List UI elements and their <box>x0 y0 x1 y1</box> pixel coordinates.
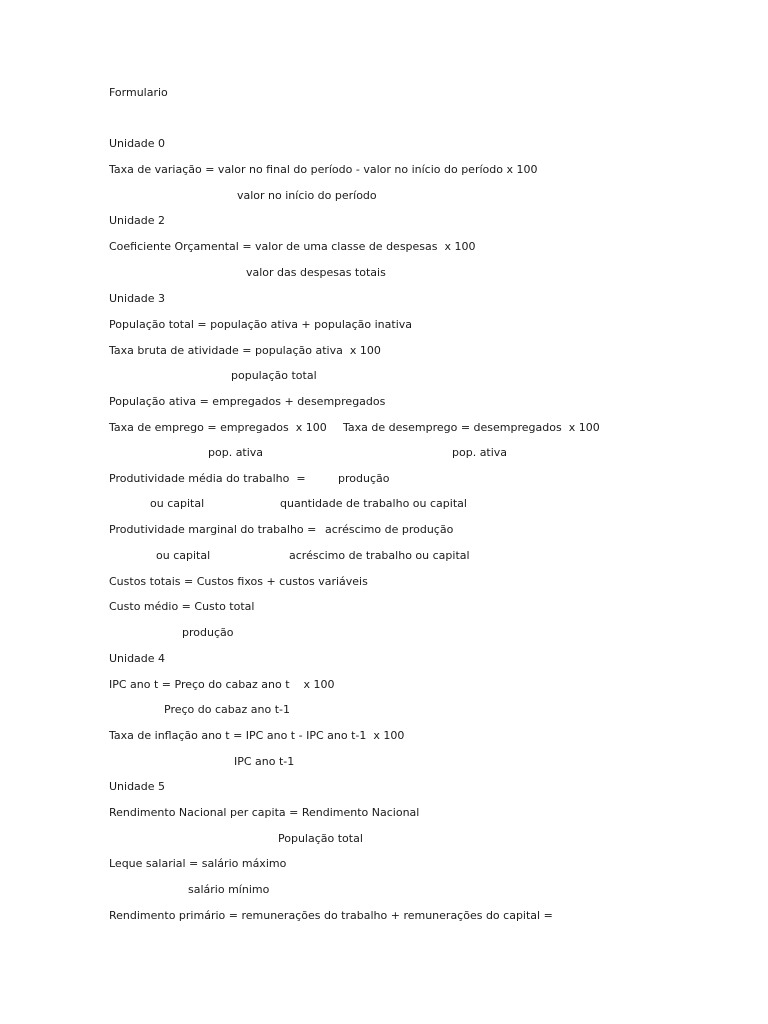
formula-rendimento-per-capita: Rendimento Nacional per capita = Rendimento Nacional <box>109 806 420 819</box>
formula-produtividade-media-label: Produtividade média do trabalho = <box>109 472 306 485</box>
formula-coeficiente-denominator: valor das despesas totais <box>246 266 386 279</box>
formula-custo-medio: Custo médio = Custo total <box>109 600 255 613</box>
formula-produtividade-media-denominator: quantidade de trabalho ou capital <box>280 497 467 510</box>
document-title: Formulario <box>109 86 168 99</box>
formula-taxa-bruta-atividade: Taxa bruta de atividade = população ativa x 100 <box>109 344 381 357</box>
formula-ipc: IPC ano t = Preço do cabaz ano t x 100 <box>109 678 335 691</box>
formula-leque-salarial: Leque salarial = salário máximo <box>109 857 287 870</box>
formula-populacao-total: População total = população ativa + população inativa <box>109 318 413 331</box>
formula-taxa-inflacao: Taxa de inflação ano t = IPC ano t - IPC ano t-1 x 100 <box>109 729 405 742</box>
formula-taxa-emprego: Taxa de emprego = empregados x 100 <box>109 421 327 434</box>
formula-taxa-variacao: Taxa de variação = valor no final do período - valor no início do período x 100 <box>109 163 538 176</box>
formula-produtividade-marginal-label: Produtividade marginal do trabalho = <box>109 523 317 536</box>
formula-rendimento-primario: Rendimento primário = remunerações do trabalho + remunerações do capital = <box>109 909 553 922</box>
formula-taxa-bruta-denominator: população total <box>231 369 317 382</box>
formula-taxa-variacao-denominator: valor no início do período <box>237 189 377 202</box>
formula-produtividade-marginal-or: ou capital <box>156 549 211 562</box>
heading-unidade-4: Unidade 4 <box>109 652 166 665</box>
formula-produtividade-media-or: ou capital <box>150 497 205 510</box>
formula-produtividade-media-numerator: produção <box>338 472 390 485</box>
formula-custos-totais: Custos totais = Custos fixos + custos variáveis <box>109 575 368 588</box>
formula-leque-salarial-denominator: salário mínimo <box>188 883 270 896</box>
formula-taxa-desemprego-denominator: pop. ativa <box>452 446 508 459</box>
formula-coeficiente-orcamental: Coeficiente Orçamental = valor de uma classe de despesas x 100 <box>109 240 476 253</box>
formula-ipc-denominator: Preço do cabaz ano t-1 <box>164 703 290 716</box>
formula-rendimento-per-capita-denominator: População total <box>278 832 363 845</box>
formula-custo-medio-denominator: produção <box>182 626 234 639</box>
formula-populacao-ativa: População ativa = empregados + desempregados <box>109 395 386 408</box>
formula-produtividade-marginal-numerator: acréscimo de produção <box>325 523 454 536</box>
formula-taxa-inflacao-denominator: IPC ano t-1 <box>234 755 295 768</box>
heading-unidade-3: Unidade 3 <box>109 292 166 305</box>
formula-taxa-desemprego: Taxa de desemprego = desempregados x 100 <box>343 421 600 434</box>
heading-unidade-0: Unidade 0 <box>109 137 166 150</box>
heading-unidade-2: Unidade 2 <box>109 214 166 227</box>
formula-produtividade-marginal-denominator: acréscimo de trabalho ou capital <box>289 549 470 562</box>
formula-taxa-emprego-denominator: pop. ativa <box>208 446 264 459</box>
heading-unidade-5: Unidade 5 <box>109 780 166 793</box>
